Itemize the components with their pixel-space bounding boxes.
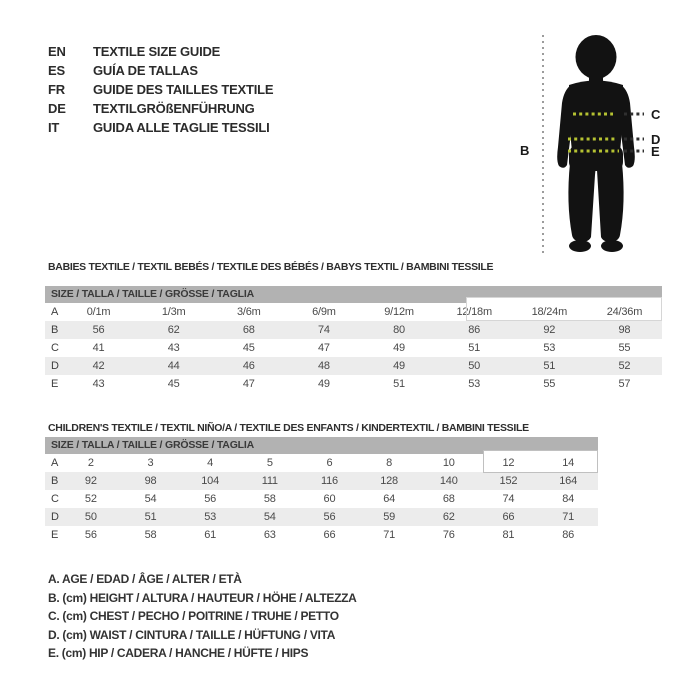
row-label: E <box>51 378 59 390</box>
size-header: SIZE / TALLA / TAILLE / GRÖSSE / TAGLIA <box>45 437 598 454</box>
size-cell: 24/36m <box>606 306 643 318</box>
size-cell: 56 <box>323 511 336 523</box>
guide-title: TEXTILE SIZE GUIDE <box>93 44 221 59</box>
legend-line-height: B. (cm) HEIGHT / ALTURA / HAUTEUR / HÖHE / ALTEZZA <box>48 590 357 605</box>
height-label: B <box>520 143 530 158</box>
language-title-list <box>48 42 273 137</box>
guide-title: GUIDE DES TAILLES TEXTILE <box>93 82 274 97</box>
size-cell: 68 <box>242 324 255 336</box>
list-item <box>48 42 273 61</box>
size-cell: 12 <box>502 457 515 469</box>
size-cell: 53 <box>468 378 481 390</box>
row-label: D <box>51 511 59 523</box>
size-cell: 9/12m <box>384 306 414 318</box>
size-cell: 56 <box>204 493 217 505</box>
measurement-legend <box>48 570 357 663</box>
size-cell: 50 <box>84 511 97 523</box>
size-cell: 56 <box>84 529 97 541</box>
babies-section-title: BABIES TEXTILE / TEXTIL BEBÉS / TEXTILE DES BÉBÉS / BABYS TEXTIL / BAMBINI TESSILE <box>48 261 494 273</box>
size-cell: 71 <box>383 529 396 541</box>
size-cell: 47 <box>318 342 330 354</box>
size-cell: 64 <box>383 493 396 505</box>
size-cell: 152 <box>499 475 518 487</box>
size-cell: 41 <box>92 342 105 354</box>
size-cell: 56 <box>92 324 105 336</box>
guide-title: GUÍA DE TALLAS <box>93 63 198 78</box>
guide-title: TEXTILGRÖßENFÜHRUNG <box>93 101 255 116</box>
language-code: DE <box>48 101 66 116</box>
size-cell: 55 <box>618 342 631 354</box>
size-cell: 50 <box>468 360 481 372</box>
size-cell: 68 <box>442 493 455 505</box>
size-cell: 116 <box>320 475 338 487</box>
size-cell: 49 <box>393 360 405 372</box>
size-cell: 6 <box>326 457 333 469</box>
size-cell: 53 <box>204 511 217 523</box>
selected-size-highlight <box>483 450 598 473</box>
legend-line-waist: D. (cm) WAIST / CINTURA / TAILLE / HÜFTUNG / VITA <box>48 627 336 642</box>
size-cell: 111 <box>261 475 278 487</box>
size-cell: 45 <box>167 378 180 390</box>
size-cell: 49 <box>318 378 330 390</box>
size-cell: 52 <box>84 493 97 505</box>
size-cell: 49 <box>393 342 405 354</box>
size-cell: 92 <box>84 475 97 487</box>
size-cell: 4 <box>207 457 214 469</box>
child-silhouette-figure <box>505 25 675 262</box>
row-label: C <box>51 493 59 505</box>
table-row <box>45 472 598 490</box>
size-cell: 54 <box>263 511 276 523</box>
size-cell: 53 <box>543 342 556 354</box>
size-cell: 54 <box>144 493 157 505</box>
size-cell: 57 <box>618 378 631 390</box>
legend-line-hip: E. (cm) HIP / CADERA / HANCHE / HÜFTE / HIPS <box>48 646 309 660</box>
size-cell: 51 <box>393 378 405 390</box>
guide-title: GUIDA ALLE TAGLIE TESSILI <box>93 120 270 135</box>
row-label: A <box>51 306 59 318</box>
size-cell: 98 <box>144 475 157 487</box>
size-cell: 55 <box>543 378 556 390</box>
size-cell: 76 <box>442 529 455 541</box>
size-cell: 86 <box>562 529 575 541</box>
size-cell: 62 <box>167 324 180 336</box>
table-row <box>45 375 662 393</box>
size-cell: 104 <box>201 475 220 487</box>
table-row <box>45 526 598 544</box>
size-cell: 140 <box>439 475 458 487</box>
size-cell: 51 <box>468 342 481 354</box>
table-row <box>45 490 598 508</box>
size-cell: 47 <box>242 378 255 390</box>
row-label: A <box>51 457 59 469</box>
table-row <box>45 339 662 357</box>
size-cell: 45 <box>242 342 255 354</box>
size-cell: 74 <box>318 324 330 336</box>
language-code: IT <box>48 120 60 135</box>
size-cell: 81 <box>502 529 515 541</box>
size-cell: 74 <box>502 493 515 505</box>
size-cell: 80 <box>393 324 405 336</box>
size-cell: 0/1m <box>86 306 111 318</box>
size-cell: 86 <box>468 324 481 336</box>
row-label: D <box>51 360 59 372</box>
row-label: E <box>51 529 59 541</box>
size-cell: 8 <box>386 457 393 469</box>
size-cell: 60 <box>323 493 336 505</box>
size-cell: 1/3m <box>161 306 186 318</box>
size-header: SIZE / TALLA / TAILLE / GRÖSSE / TAGLIA <box>45 286 662 303</box>
size-cell: 128 <box>380 475 398 487</box>
size-cell: 2 <box>87 457 94 469</box>
legend-line-chest: C. (cm) CHEST / PECHO / POITRINE / TRUHE / PETTO <box>48 609 339 623</box>
size-cell: 3 <box>147 457 154 469</box>
size-cell: 62 <box>442 511 455 523</box>
size-cell: 164 <box>559 475 577 487</box>
list-item <box>48 99 273 118</box>
size-cell: 42 <box>92 360 105 372</box>
row-label: B <box>51 324 59 336</box>
size-cell: 66 <box>502 511 515 523</box>
size-cell: 5 <box>266 457 273 469</box>
size-cell: 6/9m <box>312 306 336 318</box>
size-cell: 58 <box>263 493 276 505</box>
size-cell: 12/18m <box>456 306 492 318</box>
language-code: FR <box>48 82 65 97</box>
chest-label: C <box>651 107 661 122</box>
size-cell: 63 <box>263 529 276 541</box>
size-cell: 10 <box>442 457 455 469</box>
size-cell: 51 <box>543 360 556 372</box>
list-item <box>48 61 273 80</box>
size-cell: 44 <box>167 360 180 372</box>
table-row <box>45 321 662 339</box>
list-item <box>48 80 273 99</box>
language-code: EN <box>48 44 66 59</box>
size-cell: 98 <box>618 324 631 336</box>
hip-label: E <box>651 144 660 159</box>
list-item <box>48 118 273 137</box>
child-silhouette <box>557 35 635 252</box>
size-cell: 43 <box>167 342 180 354</box>
size-cell: 71 <box>562 511 575 523</box>
size-cell: 48 <box>318 360 330 372</box>
size-cell: 3/6m <box>236 306 261 318</box>
size-cell: 59 <box>383 511 396 523</box>
size-cell: 66 <box>323 529 336 541</box>
legend-line-age: A. AGE / EDAD / ÂGE / ALTER / ETÀ <box>48 572 242 586</box>
size-cell: 14 <box>562 457 575 469</box>
size-cell: 58 <box>144 529 157 541</box>
row-label: C <box>51 342 59 354</box>
language-code: ES <box>48 63 65 78</box>
size-cell: 52 <box>618 360 631 372</box>
size-cell: 18/24m <box>531 306 568 318</box>
row-label: B <box>51 475 59 487</box>
size-cell: 84 <box>562 493 575 505</box>
selected-size-highlight <box>466 297 662 321</box>
size-cell: 51 <box>144 511 157 523</box>
size-cell: 92 <box>543 324 556 336</box>
size-cell: 43 <box>92 378 105 390</box>
children-section-title: CHILDREN'S TEXTILE / TEXTIL NIÑO/A / TEXTILE DES ENFANTS / KINDERTEXTIL / BAMBINI TESSILE <box>48 422 529 434</box>
table-row <box>45 508 598 526</box>
table-row <box>45 357 662 375</box>
size-cell: 46 <box>242 360 255 372</box>
waist-label: D <box>651 132 661 147</box>
size-cell: 61 <box>204 529 217 541</box>
